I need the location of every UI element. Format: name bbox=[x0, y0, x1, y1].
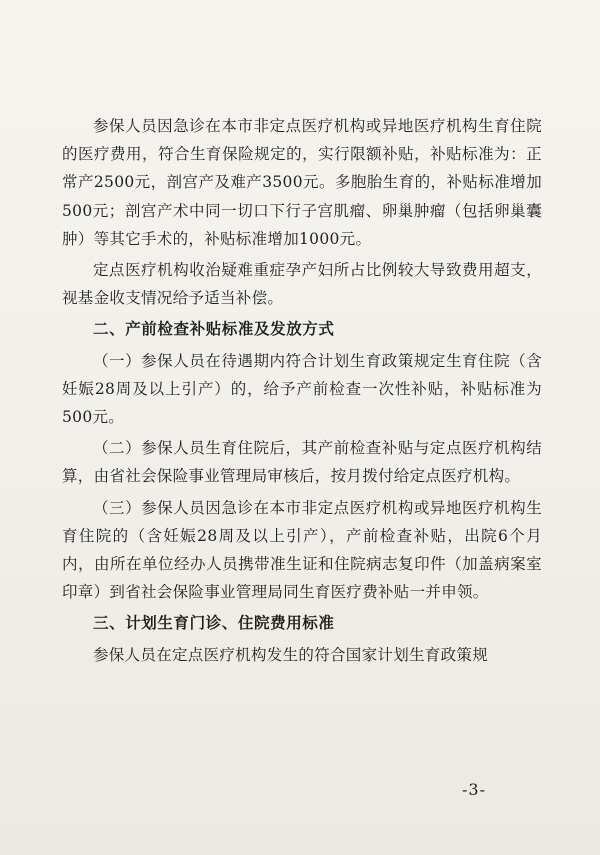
paragraph-prenatal-1: （一）参保人员在待遇期内符合计划生育政策规定生育住院（含妊娠28周及以上引产）的，给予产前检查一次性补贴，补贴标准为500元。 bbox=[62, 351, 542, 427]
paragraph-prenatal-2: （二）参保人员生育住院后，其产前检查补贴与定点医疗机构结算，由省社会保险事业管理局审核后，按月拨付给定点医疗机构。 bbox=[62, 439, 542, 486]
page-number: -3- bbox=[462, 780, 486, 799]
section-heading-prenatal: 二、产前检查补贴标准及发放方式 bbox=[93, 320, 335, 339]
document-body bbox=[62, 112, 542, 669]
paragraph-compensation: 定点医疗机构收治疑难重症孕产妇所占比例较大导致费用超支，视基金收支情况给予适当补偿。 bbox=[62, 261, 542, 308]
paragraph-prenatal-3: （三）参保人员因急诊在本市非定点医疗机构或异地医疗机构生育住院的（含妊娠28周及以上引产），产前检查补贴，出院6个月内，由所在单位经办人员携带准生证和住院病志复印件（加盖病案室印章）到省社会保险事业管理局同生育医疗费补贴一并申领。 bbox=[62, 498, 542, 602]
paragraph-family-planning: 参保人员在定点医疗机构发生的符合国家计划生育政策规 bbox=[93, 645, 489, 664]
paragraph-emergency-subsidy: 参保人员因急诊在本市非定点医疗机构或异地医疗机构生育住院的医疗费用，符合生育保险规定的，实行限额补贴，补贴标准为：正常产2500元，剖宫产及难产3500元。多胞胎生育的，补贴标准增加500元；剖宫产术中同一切口下行子宫肌瘤、卵巢肿瘤（包括卵巢囊肿）等其它手术的，补贴标准增加1000元。 bbox=[62, 117, 542, 248]
section-heading-family-planning: 三、计划生育门诊、住院费用标准 bbox=[93, 614, 335, 633]
